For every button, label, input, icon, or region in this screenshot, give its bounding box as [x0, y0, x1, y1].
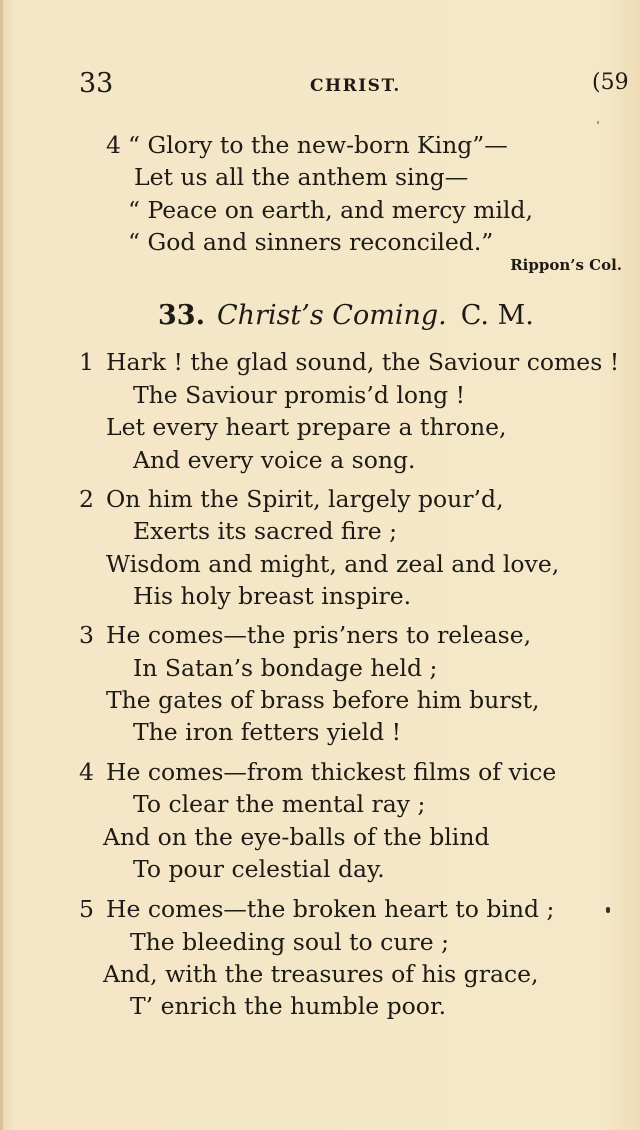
attribution: Rippon’s Col. [510, 256, 622, 274]
stanza-number: 3 [79, 621, 94, 649]
verse-line: Hark ! the glad sound, the Saviour comes ! [106, 348, 620, 376]
verse-line: On him the Spirit, largely pour’d, [106, 485, 504, 513]
verse-line: To clear the mental ray ; [133, 790, 426, 818]
stanza-number: 4 [106, 131, 121, 159]
verse-line: Let us all the anthem sing— [134, 163, 469, 191]
margin-mark: (59 [592, 70, 629, 95]
verse-line: And on the eye-balls of the blind [103, 823, 490, 851]
running-title: CHRIST. [310, 76, 401, 96]
verse-line: T’ enrich the humble poor. [130, 992, 447, 1020]
verse-line: The Saviour promis’d long ! [133, 381, 466, 409]
hymn-title: Christ’s Coming. [216, 300, 447, 331]
ink-speck [606, 907, 610, 913]
ink-speck [597, 121, 599, 124]
stanza-number: 4 [79, 758, 94, 786]
verse-line: And, with the treasures of his grace, [103, 960, 539, 988]
verse-line: His holy breast inspire. [133, 582, 412, 610]
page-number: 33 [79, 68, 114, 99]
verse-line: He comes—from thickest films of vice [106, 758, 557, 786]
page-edge [0, 0, 3, 1130]
verse-line: In Satan’s bondage held ; [133, 654, 438, 682]
verse-line: He comes—the pris’ners to release, [106, 621, 532, 649]
hymn-heading [158, 300, 534, 331]
hymn-meter: C. M. [460, 300, 534, 331]
verse-line: Exerts its sacred fire ; [133, 517, 398, 545]
stanza-number: 1 [79, 348, 94, 376]
verse-line: And every voice a song. [133, 446, 416, 474]
verse-line: Wisdom and might, and zeal and love, [106, 550, 560, 578]
verse-line: The gates of brass before him burst, [106, 686, 540, 714]
verse-line: To pour celestial day. [133, 855, 385, 883]
verse-line: The iron fetters yield ! [133, 718, 402, 746]
verse-line: The bleeding soul to cure ; [130, 928, 449, 956]
stanza-number: 2 [79, 485, 94, 513]
stanza-number: 5 [79, 895, 94, 923]
hymn-number: 33. [158, 300, 205, 331]
verse-line: Let every heart prepare a throne, [106, 413, 507, 441]
verse-line: “ God and sinners reconciled.” [128, 228, 494, 256]
verse-line: He comes—the broken heart to bind ; [106, 895, 555, 923]
verse-line: “ Peace on earth, and mercy mild, [128, 196, 533, 224]
verse-line: “ Glory to the new-born King”— [128, 131, 508, 159]
